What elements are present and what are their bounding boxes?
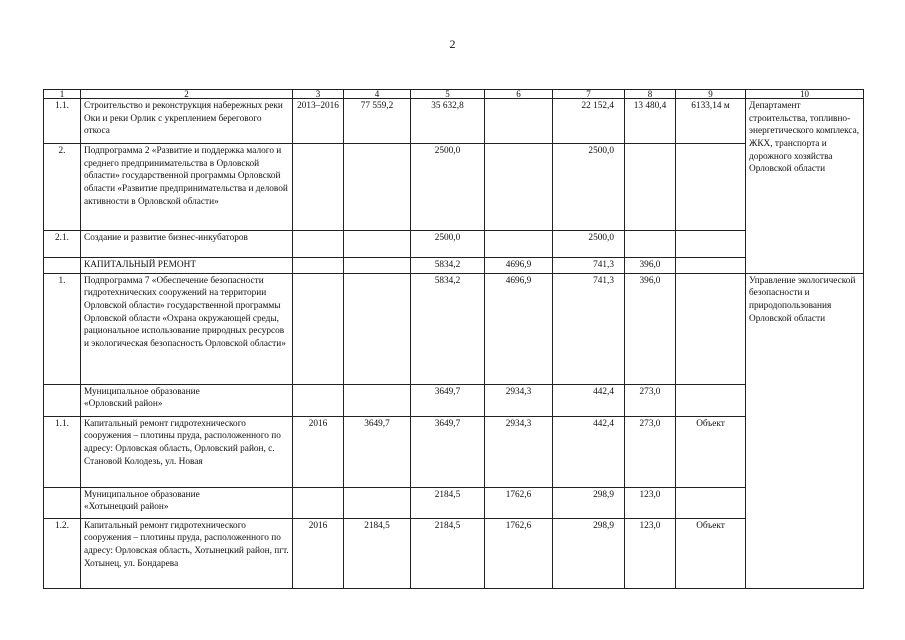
row-unit [676, 384, 746, 416]
header-cell: 9 [676, 90, 746, 99]
row-total: 77 559,2 [344, 99, 411, 144]
row-number: 2.1. [44, 231, 81, 258]
row-col7: 298,9 [553, 518, 625, 588]
table-row [44, 99, 864, 144]
row-total [344, 273, 411, 384]
header-cell: 8 [625, 90, 676, 99]
row-number [44, 487, 81, 518]
row-col8: 273,0 [625, 416, 676, 487]
table-row [44, 518, 864, 588]
row-col5: 5834,2 [411, 258, 485, 274]
row-unit [676, 144, 746, 231]
table-row [44, 231, 864, 258]
header-cell: 4 [344, 90, 411, 99]
header-cell: 7 [553, 90, 625, 99]
row-col6: 1762,6 [485, 518, 553, 588]
row-col8: 396,0 [625, 258, 676, 274]
row-col6: 2934,3 [485, 384, 553, 416]
row-number [44, 258, 81, 274]
row-col6 [485, 99, 553, 144]
row-name: Подпрограмма 2 «Развитие и поддержка малого и среднего предпринимательства в Орловской области» государственной программы Орловской области «Развитие предпринимательства и деловой активности в Орловской области» [81, 144, 293, 231]
row-col7: 298,9 [553, 487, 625, 518]
row-period [293, 384, 344, 416]
row-name: Муниципальное образование «Хотынецкий район» [81, 487, 293, 518]
row-col6 [485, 231, 553, 258]
responsible-dept: Департамент строительства, топливно-энергетического комплекса, ЖКХ, транспорта и дорожного хозяйства Орловской области [746, 99, 864, 274]
row-col5: 2500,0 [411, 231, 485, 258]
row-period [293, 273, 344, 384]
row-unit: Объект [676, 518, 746, 588]
row-col8: 123,0 [625, 518, 676, 588]
row-unit [676, 258, 746, 274]
row-col8: 273,0 [625, 384, 676, 416]
row-total [344, 384, 411, 416]
row-number: 2. [44, 144, 81, 231]
row-total [344, 258, 411, 274]
row-col5: 35 632,8 [411, 99, 485, 144]
row-col7: 442,4 [553, 384, 625, 416]
row-col5: 5834,2 [411, 273, 485, 384]
row-unit [676, 487, 746, 518]
row-period [293, 258, 344, 274]
row-col5: 3649,7 [411, 384, 485, 416]
row-col6: 2934,3 [485, 416, 553, 487]
table-row [44, 487, 864, 518]
header-cell: 6 [485, 90, 553, 99]
row-col7: 22 152,4 [553, 99, 625, 144]
table-row [44, 384, 864, 416]
table-row [44, 273, 864, 384]
table-row [44, 258, 864, 274]
row-total: 2184,5 [344, 518, 411, 588]
program-table [43, 89, 864, 589]
row-name: Строительство и реконструкция набережных реки Оки и реки Орлик с укреплением берегового откоса [81, 99, 293, 144]
row-number [44, 384, 81, 416]
row-period [293, 144, 344, 231]
row-name: КАПИТАЛЬНЫЙ РЕМОНТ [81, 258, 293, 274]
header-cell: 10 [746, 90, 864, 99]
row-period [293, 487, 344, 518]
row-col5: 2500,0 [411, 144, 485, 231]
page-number: 2 [449, 37, 456, 51]
row-name: Подпрограмма 7 «Обеспечение безопасности гидротехнических сооружений на территории Орловской области» государственной программы Орловской области «Охрана окружающей среды, рациональное использование природных ресурсов и экологическая безопасность Орловской области» [81, 273, 293, 384]
header-cell: 1 [44, 90, 81, 99]
row-col7: 442,4 [553, 416, 625, 487]
row-col7: 741,3 [553, 273, 625, 384]
row-period [293, 231, 344, 258]
row-col7: 741,3 [553, 258, 625, 274]
row-col5: 3649,7 [411, 416, 485, 487]
responsible-dept: Управление экологической безопасности и природопользования Орловской области [746, 273, 864, 588]
row-unit: 6133,14 м [676, 99, 746, 144]
row-col6: 4696,9 [485, 258, 553, 274]
row-col5: 2184,5 [411, 487, 485, 518]
header-row [44, 90, 864, 99]
table-row [44, 416, 864, 487]
header-cell: 3 [293, 90, 344, 99]
row-period: 2016 [293, 416, 344, 487]
table-row [44, 144, 864, 231]
row-unit: Объект [676, 416, 746, 487]
row-col6 [485, 144, 553, 231]
row-col8: 123,0 [625, 487, 676, 518]
row-col7: 2500,0 [553, 231, 625, 258]
row-col7: 2500,0 [553, 144, 625, 231]
row-number: 1.1. [44, 416, 81, 487]
row-number: 1.2. [44, 518, 81, 588]
row-unit [676, 273, 746, 384]
row-period: 2016 [293, 518, 344, 588]
row-total: 3649,7 [344, 416, 411, 487]
row-col8 [625, 144, 676, 231]
row-unit [676, 231, 746, 258]
row-period: 2013–2016 [293, 99, 344, 144]
row-name: Капитальный ремонт гидротехнического сооружения – плотины пруда, расположенного по адресу: Орловская область, Хотынецкий район, пгт. Хотынец, ул. Бондарева [81, 518, 293, 588]
row-total [344, 231, 411, 258]
row-number: 1. [44, 273, 81, 384]
row-col6: 4696,9 [485, 273, 553, 384]
row-col6: 1762,6 [485, 487, 553, 518]
row-name: Капитальный ремонт гидротехнического сооружения – плотины пруда, расположенного по адресу: Орловская область, Орловский район, с. Становой Колодезь, ул. Новая [81, 416, 293, 487]
header-cell: 2 [81, 90, 293, 99]
row-total [344, 144, 411, 231]
header-cell: 5 [411, 90, 485, 99]
row-col8: 13 480,4 [625, 99, 676, 144]
row-col5: 2184,5 [411, 518, 485, 588]
row-total [344, 487, 411, 518]
row-col8 [625, 231, 676, 258]
row-col8: 396,0 [625, 273, 676, 384]
row-number: 1.1. [44, 99, 81, 144]
row-name: Муниципальное образование «Орловский район» [81, 384, 293, 416]
row-name: Создание и развитие бизнес-инкубаторов [81, 231, 293, 258]
